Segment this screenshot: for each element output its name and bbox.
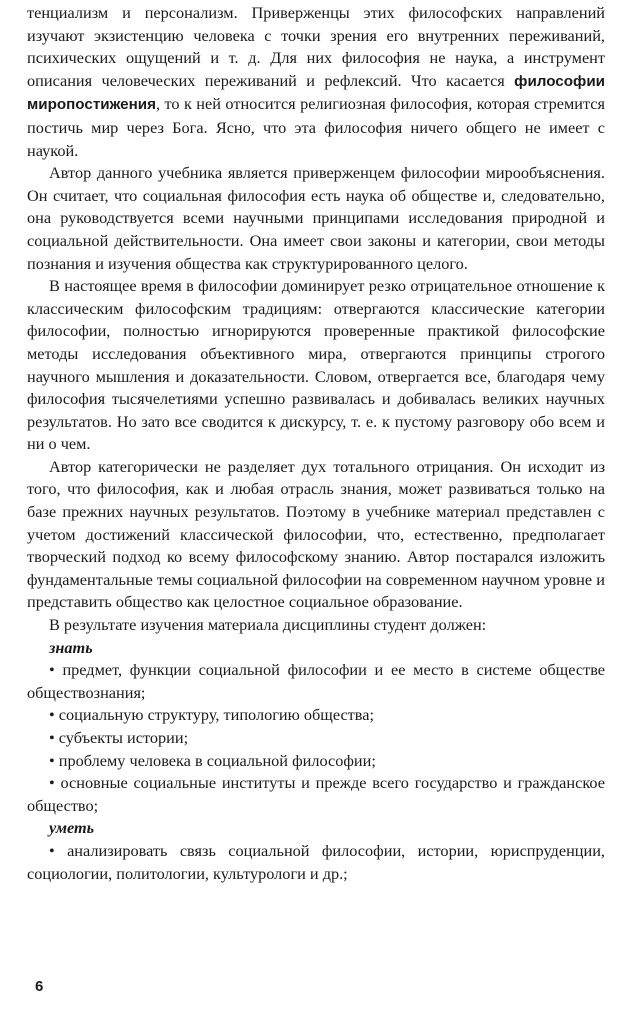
know-item-text: субъекты истории; (58, 728, 189, 747)
can-item (27, 840, 605, 885)
know-item-text: социальную структуру, типологию общества; (58, 705, 375, 725)
know-item (27, 727, 605, 750)
can-item-text: анализировать связь социальной философии, истории, юриспруденции, социологии, политологии, культурологи и др.; (27, 840, 605, 883)
know-item-text: проблему человека в социальной философии; (58, 750, 376, 770)
paragraph-1-text-b: , то к ней относится религиозная философия, которая стремится постичь мир через Бога. Ясно, что эта философия ничего общего не имеет с наукой. (27, 94, 605, 160)
bullet-mark: • (49, 728, 55, 747)
bullet-mark: • (49, 660, 55, 680)
know-item (27, 772, 605, 817)
know-item-text: основные социальные институты и прежде всего государство и гражданское общество; (27, 773, 605, 815)
paragraph-5: В результате изучения материала дисциплины студент должен: (49, 615, 487, 635)
page-body (27, 2, 605, 885)
paragraph-1 (27, 2, 605, 162)
bullet-mark: • (49, 840, 55, 860)
bullet-mark: • (49, 773, 55, 793)
bullet-mark: • (49, 705, 55, 725)
know-item (27, 750, 605, 773)
know-item-text: предмет, функции социальной философии и ее место в системе обществе обществознания; (27, 660, 606, 702)
bullet-mark: • (49, 750, 55, 770)
paragraph-3: В настоящее время в философии доминирует резко отрицательное отношение к классическим философским традициям: отвергаются классические категории философии, полностью игнорируются проверенные практикой философские методы исследования объективного мира, отвергаются принципы строгого научного мышления и доказательности. Словом, отвергается все, благодаря чему философия тысячелетиями успешно развивалась и добивалась великих научных результатов. Но зато все сводится к дискурсу, т. е. к пустому разговору обо всем и ни о чем. (27, 276, 605, 454)
paragraph-1-text-a: тенциализм и персонализм. Приверженцы этих философских направлений изучают экзистенцию человека с точки зрения его внутренних переживаний, психических ощущений и т. д. Для них философия не наука, а инструмент описания человеческих переживаний и рефлексий. Что касается (27, 3, 605, 90)
know-heading: знать (49, 637, 93, 657)
know-item (27, 704, 605, 727)
paragraph-2: Автор данного учебника является приверженцем философии мирообъяснения. Он считает, что социальная философия есть наука об обществе и, следовательно, она руководствуется всеми научными принципами исследования природной и социальной действительности. Она имеет свои законы и категории, свои методы познания и изучения общества как структурированного целого. (27, 163, 605, 273)
can-heading: уметь (49, 818, 95, 838)
page-number: 6 (35, 978, 44, 995)
paragraph-4: Автор категорически не разделяет дух тотального отрицания. Он исходит из того, что философия, как и любая отрасль знания, может развиваться только на базе прежних научных результатов. Поэтому в учебнике материал представлен с учетом достижений классической философии, что, естественно, предполагает творческий подход ко всему философскому знанию. Автор постарался изложить фундаментальные темы социальной философии на современном научном уровне и представить общество как целостное социальное образование. (27, 456, 605, 612)
bold-term: философии миропостижения (27, 72, 605, 114)
know-item (27, 659, 605, 704)
